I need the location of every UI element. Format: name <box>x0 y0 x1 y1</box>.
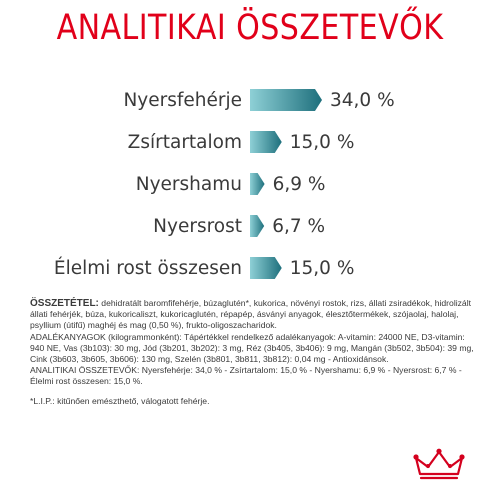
ingredients-text: dehidratált baromfifehérje, búzaglutén*, kukorica, növényi rostok, rizs, állati zsiradékok, hidrolizált állati fehérjék, búza, kukoricaliszt, kukoricaglutén, répapép, ásványi anyagok, élesztőtermékek, szójaolaj, halolaj, psyllium (útifű) maghéj és mag (0,50 %), frukto-oligoszacharidok. <box>30 298 472 331</box>
composition-heading: ÖSSZETÉTEL: <box>30 298 99 309</box>
composition-text <box>30 298 475 407</box>
additives-text: ADALÉKANYAGOK (kilogrammonként): Tápértékkel rendelkező adalékanyagok: A-vitamin: 24000 NE, D3-vitamin: 940 NE, Vas (3b103): 30 mg, Jód (3b201, 3b202): 3 mg, Réz (3b405, 3b406): 9 mg, Mangán (3b502, 3b504): 39 mg, Cink (3b603, 3b605, 3b606): 130 mg, Szelén (3b801, 3b811, 3b812): 0,04 mg - Antioxidánsok. <box>30 331 474 365</box>
nutrient-label: Nyersfehérje <box>123 90 242 111</box>
nutrient-bar <box>250 215 264 237</box>
nutrient-bar <box>250 257 282 279</box>
nutrient-value: 6,7 % <box>272 216 326 237</box>
nutrient-value: 6,9 % <box>272 174 326 195</box>
analytical-summary-text: ANALITIKAI ÖSSZETEVŐK: Nyersfehérje: 34,0 % - Zsírtartalom: 15,0 % - Nyershamu: 6,9 % - Nyersrost: 6,7 % - Élelmi rost összesen: 15,0 %. <box>30 365 462 387</box>
nutrient-label: Nyersrost <box>153 216 242 237</box>
nutrient-value: 34,0 % <box>330 90 395 111</box>
footnote-text: *L.I.P.: kitűnően emészthető, válogatott fehérje. <box>30 395 210 406</box>
nutrient-bar <box>250 131 282 153</box>
nutrient-value: 15,0 % <box>289 132 355 153</box>
nutrient-label: Nyershamu <box>135 174 242 195</box>
analytical-bar-chart <box>0 80 500 280</box>
nutrient-value: 15,0 % <box>289 258 355 279</box>
ingredients-paragraph <box>30 298 475 332</box>
page-title: ANALITIKAI ÖSSZETEVŐK <box>56 8 444 48</box>
nutrient-bar <box>250 173 265 195</box>
nutrient-label: Zsírtartalom <box>127 132 242 153</box>
nutrient-bar <box>250 89 322 111</box>
royal-canin-crown-icon <box>412 448 466 482</box>
nutrient-label: Élelmi rost összesen <box>53 258 242 279</box>
